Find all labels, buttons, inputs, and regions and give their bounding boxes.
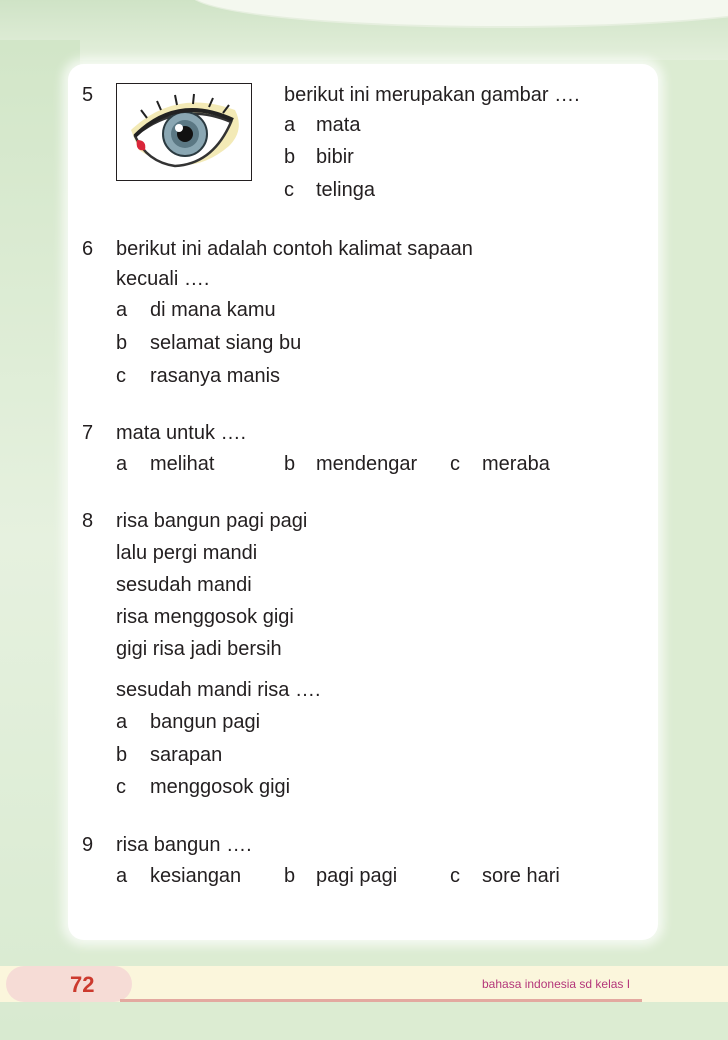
eye-illustration <box>117 84 252 181</box>
passage-line: sesudah mandi <box>116 574 252 596</box>
option-letter: b <box>116 332 128 354</box>
eye-image <box>116 83 252 181</box>
option-text: selamat siang bu <box>150 332 302 354</box>
question-stem: mata untuk …. <box>116 422 247 444</box>
option-text: meraba <box>482 453 550 475</box>
question-stem: berikut ini adalah contoh kalimat sapaan <box>116 238 473 260</box>
passage-line: lalu pergi mandi <box>116 542 258 564</box>
question-stem: sesudah mandi risa …. <box>116 679 321 701</box>
option-letter: b <box>284 146 296 168</box>
question-stem: berikut ini merupakan gambar …. <box>284 84 580 106</box>
option-letter: c <box>116 776 126 798</box>
option-text: di mana kamu <box>150 299 276 321</box>
option-text: mata <box>316 114 361 136</box>
option-text: sarapan <box>150 744 223 766</box>
option-letter: b <box>284 453 296 475</box>
option-text: melihat <box>150 453 215 475</box>
option-text: rasanya manis <box>150 365 281 387</box>
option-text: sore hari <box>482 865 560 887</box>
footer-divider <box>120 999 642 1002</box>
option-letter: c <box>284 179 294 201</box>
option-letter: c <box>450 453 460 475</box>
passage-line: risa menggosok gigi <box>116 606 294 628</box>
option-letter: a <box>116 711 128 733</box>
option-text: menggosok gigi <box>150 776 291 798</box>
option-letter: b <box>116 744 128 766</box>
option-letter: c <box>450 865 460 887</box>
question-number: 9 <box>82 834 94 856</box>
option-text: bibir <box>316 146 354 168</box>
option-text: bangun pagi <box>150 711 261 733</box>
option-text: kesiangan <box>150 865 242 887</box>
option-letter: b <box>284 865 296 887</box>
page-number: 72 <box>70 972 95 997</box>
question-number: 6 <box>82 238 94 260</box>
question-number: 8 <box>82 510 94 532</box>
page-number-tab <box>6 966 132 1002</box>
option-letter: a <box>116 865 128 887</box>
option-text: pagi pagi <box>316 865 398 887</box>
option-letter: a <box>284 114 296 136</box>
question-stem: kecuali …. <box>116 268 210 290</box>
passage-line: gigi risa jadi bersih <box>116 638 282 660</box>
option-text: telinga <box>316 179 375 201</box>
question-number: 5 <box>82 84 94 106</box>
question-number: 7 <box>82 422 94 444</box>
book-title: bahasa indonesia sd kelas I <box>482 977 631 991</box>
option-text: mendengar <box>316 453 418 475</box>
option-letter: c <box>116 365 126 387</box>
option-letter: a <box>116 453 128 475</box>
passage-line: risa bangun pagi pagi <box>116 510 308 532</box>
question-stem: risa bangun …. <box>116 834 252 856</box>
option-letter: a <box>116 299 128 321</box>
